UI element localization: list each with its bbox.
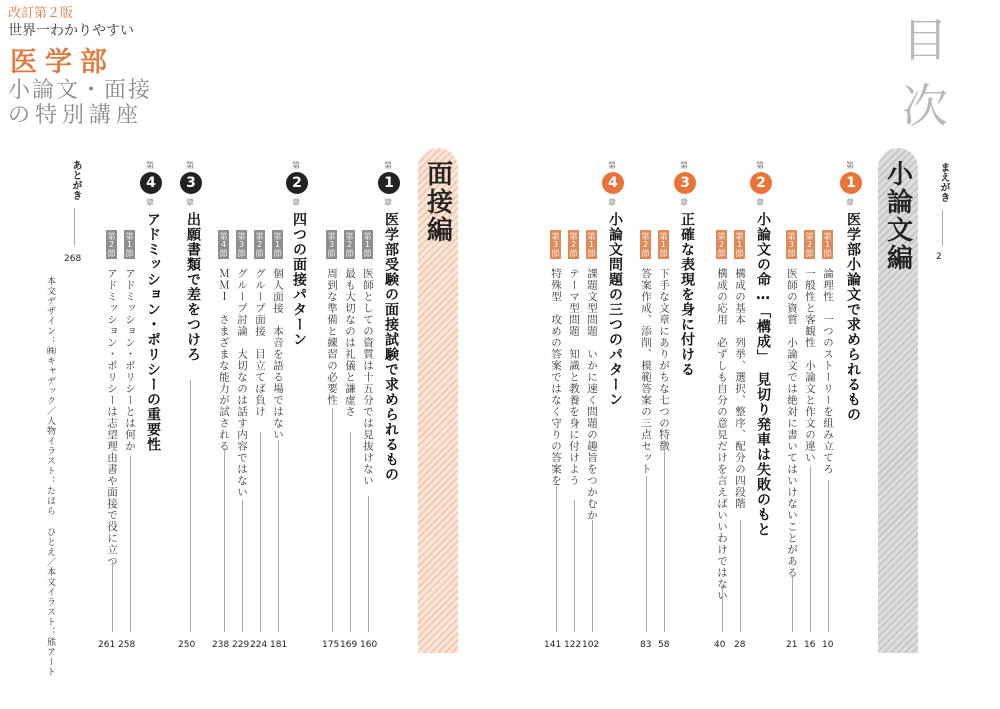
- chapter-number-badge: 3: [674, 172, 696, 194]
- section-page: 169: [340, 640, 358, 650]
- leader-line: [740, 520, 741, 632]
- chapter-title[interactable]: 医学部受験の面接試験で求められるもの: [383, 212, 399, 482]
- section-page: 102: [582, 640, 600, 650]
- section-number-label: 第1節: [273, 232, 282, 257]
- leader-line: [130, 456, 131, 632]
- section-number-label: 第1節: [823, 232, 832, 257]
- edition-label: 改訂第２版: [8, 6, 74, 21]
- section-number-label: 第1節: [125, 232, 134, 257]
- leader-line: [260, 432, 261, 632]
- chapter-suffix: 章: [384, 198, 392, 207]
- section-page: 28: [734, 640, 746, 650]
- section-page: 122: [564, 640, 582, 650]
- section-number-label: 第2節: [569, 232, 578, 257]
- chapter-prefix: 第: [680, 161, 688, 170]
- section-number-label: 第2節: [641, 232, 650, 257]
- section-page: 238: [212, 640, 230, 650]
- chapter-suffix: 章: [680, 198, 688, 207]
- chapter-title[interactable]: 四つの面接パターン: [291, 212, 307, 347]
- chapter-prefix: 第: [756, 161, 764, 170]
- leader-line: [368, 496, 369, 632]
- leader-line: [224, 448, 225, 632]
- chapter-title[interactable]: 正確な表現を身に付ける: [679, 212, 695, 377]
- section-title[interactable]: 個人面接 本音を語る場ではない: [272, 268, 284, 441]
- chapter-number-badge: 4: [140, 172, 162, 194]
- section-page: 261: [98, 640, 116, 650]
- chapter-title[interactable]: 出願書類で差をつけろ: [185, 212, 201, 362]
- section-title[interactable]: 周到な準備と練習の必要性: [326, 268, 338, 406]
- section-page: 224: [250, 640, 268, 650]
- section-number-label: 第1節: [363, 232, 372, 257]
- chapter-prefix: 第: [186, 161, 194, 170]
- leader-line: [646, 476, 647, 632]
- chapter-suffix: 章: [186, 198, 194, 207]
- section-title[interactable]: グループ面接 目立てば負け: [254, 268, 266, 418]
- section-title[interactable]: テーマ型問題 知識と教養を身に付けよう: [568, 268, 580, 487]
- section-page: 58: [658, 640, 670, 650]
- chapter-title[interactable]: 小論文の命…「構成」 見切り発車は失敗のもと: [755, 212, 771, 537]
- section-title[interactable]: ＭＭＩ さまざまな能力が試される: [218, 268, 230, 452]
- section-title[interactable]: 一般性と客観性 小論文と作文の違い: [804, 268, 816, 464]
- preface-label: まえがき: [938, 162, 949, 202]
- section-number-label: 第2節: [107, 232, 116, 257]
- section-title[interactable]: 下手な文章にありがちな七つの特徴: [658, 268, 670, 452]
- leader-line: [592, 520, 593, 632]
- section-number-label: 第2節: [805, 232, 814, 257]
- section-number-label: 第4節: [219, 232, 228, 257]
- leader-line: [664, 440, 665, 632]
- section-page: 83: [640, 640, 652, 650]
- section-number-label: 第3節: [787, 232, 796, 257]
- section-title[interactable]: 構成の応用 必ずしも自分の意見だけを言えばいいわけではない: [716, 268, 728, 602]
- section-title[interactable]: アドミッション・ポリシーは志望理由書や面接で役に立つ: [106, 268, 118, 567]
- section-banner-interview: [418, 148, 458, 653]
- book-subtitle-line2: の特別講座: [8, 103, 144, 128]
- chapter-suffix: 章: [756, 198, 764, 207]
- afterword-page: 268: [64, 254, 82, 264]
- leader-line: [74, 208, 75, 246]
- toc-title: 目次: [902, 13, 952, 133]
- section-title[interactable]: グループ討論 大切なのは話す内容ではない: [236, 268, 248, 498]
- section-title[interactable]: アドミッション・ポリシーとは何か: [124, 268, 136, 452]
- leader-line: [332, 408, 333, 632]
- section-page: 141: [544, 640, 562, 650]
- section-number-label: 第3節: [237, 232, 246, 257]
- section-title[interactable]: 構成の基本 列挙、選択、整序、配分の四段階: [734, 268, 746, 510]
- section-number-label: 第1節: [659, 232, 668, 257]
- chapter-title[interactable]: アドミッション・ポリシーの重要性: [145, 212, 161, 452]
- chapter-prefix: 第: [846, 161, 854, 170]
- preface-page: 2: [936, 252, 942, 262]
- chapter-number-badge: 4: [602, 172, 624, 194]
- credits: 本文デザイン：㈱キャデック／人物イラスト：たはら ひとえ／本文イラスト：熊アート: [45, 276, 55, 677]
- section-number-label: 第2節: [345, 232, 354, 257]
- section-title[interactable]: 医師の資質 小論文では絶対に書いてはいけないことがある: [786, 268, 798, 579]
- chapter-number-badge: 1: [840, 172, 862, 194]
- chapter-prefix: 第: [384, 161, 392, 170]
- chapter-number-badge: 2: [750, 172, 772, 194]
- leader-line: [112, 560, 113, 632]
- leader-line: [942, 210, 943, 246]
- leader-line: [722, 586, 723, 632]
- section-page: 258: [118, 640, 136, 650]
- chapter-title[interactable]: 医学部小論文で求められるもの: [845, 212, 861, 422]
- leader-line: [350, 432, 351, 632]
- section-number-label: 第3節: [551, 232, 560, 257]
- chapter-suffix: 章: [292, 198, 300, 207]
- leader-line: [828, 480, 829, 632]
- section-title[interactable]: 特殊型 攻めの答案ではなく守りの答案を: [550, 268, 562, 487]
- chapter-suffix: 章: [846, 198, 854, 207]
- afterword-label: あとがき: [70, 160, 81, 200]
- leader-line: [792, 576, 793, 632]
- chapter-number-badge: 3: [180, 172, 202, 194]
- section-page: 181: [270, 640, 288, 650]
- section-page: 40: [714, 640, 726, 650]
- section-number-label: 第2節: [717, 232, 726, 257]
- chapter-prefix: 第: [608, 161, 616, 170]
- section-title[interactable]: 医師としての資質は十五分では見抜けない: [362, 268, 374, 487]
- section-page: 16: [804, 640, 816, 650]
- chapter-prefix: 第: [292, 161, 300, 170]
- section-number-label: 第1節: [587, 232, 596, 257]
- section-label-interview: 面接編: [422, 160, 453, 244]
- section-label-essay: 小論文編: [882, 160, 913, 272]
- leader-line: [190, 380, 191, 632]
- section-page: 21: [786, 640, 798, 650]
- section-page: 160: [360, 640, 378, 650]
- chapter-number-badge: 2: [286, 172, 308, 194]
- section-number-label: 第3節: [327, 232, 336, 257]
- section-page: 10: [822, 640, 834, 650]
- section-page: 175: [322, 640, 340, 650]
- section-title[interactable]: 課題文型問題 いかに速く問題の趣旨をつかむか: [586, 268, 598, 521]
- chapter-suffix: 章: [608, 198, 616, 207]
- section-title[interactable]: 論理性 一つのストーリーを組み立てろ: [822, 268, 834, 475]
- section-title[interactable]: 最も大切なのは礼儀と謙虚さ: [344, 268, 356, 418]
- section-banner-essay: [878, 148, 918, 653]
- chapter-suffix: 章: [146, 198, 154, 207]
- section-number-label: 第2節: [255, 232, 264, 257]
- book-subtitle-line1: 小論文・面接: [8, 78, 153, 103]
- leader-line: [278, 440, 279, 632]
- leader-line: [810, 466, 811, 632]
- leader-line: [556, 486, 557, 632]
- section-page: 229: [232, 640, 250, 650]
- leader-line: [242, 500, 243, 632]
- leader-line: [574, 500, 575, 632]
- book-title: 医学部: [10, 47, 115, 78]
- chapter-prefix: 第: [146, 161, 154, 170]
- chapter-number-badge: 1: [378, 172, 400, 194]
- section-page: 250: [178, 640, 196, 650]
- section-title[interactable]: 答案作成、添削、模範答案の三点セット: [640, 268, 652, 475]
- section-number-label: 第1節: [735, 232, 744, 257]
- chapter-title[interactable]: 小論文問題の三つのパターン: [607, 212, 623, 407]
- series-label: 世界一わかりやすい: [8, 23, 134, 39]
